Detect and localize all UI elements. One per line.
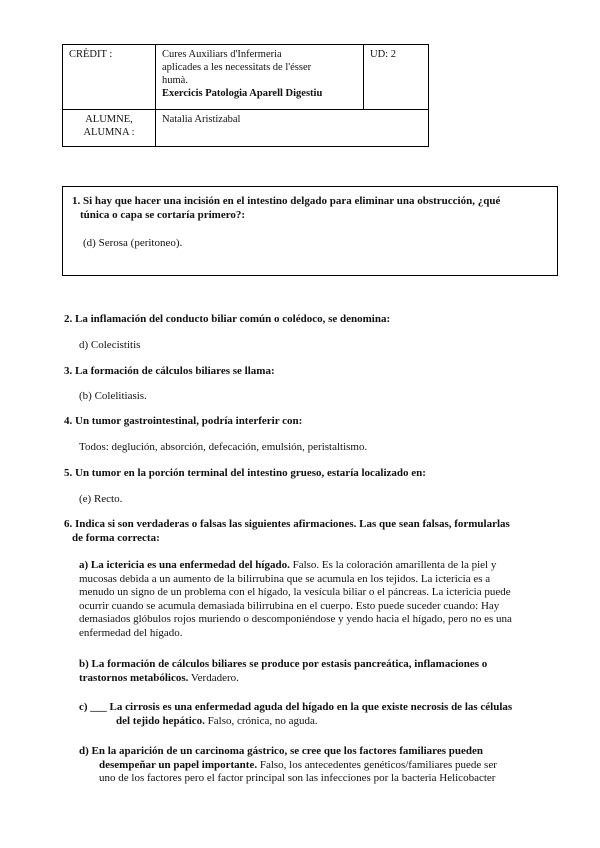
q6a-line-1 [79,559,496,573]
q6a-answer-start: Falso. Es la coloración amarillenta de la piel y [289,559,497,571]
course-exercise-title: Exercicis Patologia Aparell Digestiu [162,88,323,99]
q5-question: 5. Un tumor en la porción terminal del intestino grueso, estaría localizado en: [64,467,426,479]
credit-label: CRÈDIT : [69,49,113,60]
q1-answer: (d) Serosa (peritoneo). [83,237,183,249]
q6d-statement-end: desempeñar un papel importante. [99,758,258,771]
q6d-line-3: uno de los factores pero el factor principal son las infecciones por la bacteria Helicobacter [99,772,496,784]
q6c-answer: Falso, crónica, no aguda. [204,714,318,727]
student-name: Natalia Aristizabal [162,114,241,125]
student-label-cell [63,110,156,147]
q6d-line-1: d) En la aparición de un carcinoma gástrico, se cree que los factores familiares pueden [79,745,484,757]
q6d-answer-start: Falso, los antecedentes genéticos/familiares puede ser [257,758,497,771]
q1-line-2: túnica o capa se cortaría primero?: [80,209,246,221]
q2-answer: d) Colecistitis [79,339,141,351]
q6-line-1: 6. Indica si son verdaderas o falsas las siguientes afirmaciones. Las que sean falsas, formularlas [64,518,510,530]
unit-cell [364,45,429,110]
q6b-answer: Verdadero. [188,671,239,684]
student-label-2: ALUMNA : [83,127,135,138]
q4-question: 4. Un tumor gastrointestinal, podría interferir con: [64,415,303,427]
unit-label: UD: 2 [370,49,396,60]
student-name-cell [156,110,429,147]
q6b-statement-end: trastornos metabólicos. [79,671,189,684]
q6c-statement-end: del tejido hepático. [116,714,205,727]
q5-answer: (e) Recto. [79,493,123,505]
q3-question: 3. La formación de cálculos biliares se llama: [64,365,275,377]
q6b-line-2 [79,672,239,686]
q6c-line-2 [116,715,318,729]
q6a-line-5: demasiados glóbulos rojos muriendo o descomponiéndose y yendo hacia el hígado, pero no es una [79,613,512,625]
course-line-3: humà. [162,75,188,86]
credit-label-cell [63,45,156,110]
q6b-line-1: b) La formación de cálculos biliares se produce por estasis pancreática, inflamaciones o [79,658,488,670]
q6a-line-2: mucosas debida a un aumento de la bilirrubina que se acumula en los tejidos. La ictericia es a [79,572,491,585]
q6-line-2: de forma correcta: [72,532,160,544]
course-line-1: Cures Auxiliars d'Infermeria [162,49,282,60]
q1-line-1: 1. Si hay que hacer una incisión en el intestino delgado para eliminar una obstrucción, ¿qué [72,195,501,207]
q3-answer: (b) Colelitiasis. [79,390,147,402]
student-label-1: ALUMNE, [85,114,133,125]
q6a-statement: a) La ictericia es una enfermedad del hígado. [79,559,290,571]
q6a-line-4: ocurrir cuando se acumula demasiada bilirrubina en el cuerpo. Esto puede suceder cuando: Hay [79,599,500,612]
q6c-line-1: c) ___ La cirrosis es una enfermedad aguda del hígado en la que existe necrosis de las células [79,701,513,713]
header-table [62,44,429,147]
q6a-line-3: menudo un signo de un problema con el hígado, la vesícula biliar o el páncreas. La ictericia puede [79,586,511,598]
q6d-line-2 [99,759,497,773]
course-line-2: aplicades a les necessitats de l'ésser [162,62,312,73]
q2-question: 2. La inflamación del conducto biliar común o colédoco, se denomina: [64,313,391,325]
course-cell [156,45,364,110]
q4-answer: Todos: deglución, absorción, defecación, emulsión, peristaltismo. [79,441,368,453]
q6a-line-6: enfermedad del hígado. [79,626,183,639]
